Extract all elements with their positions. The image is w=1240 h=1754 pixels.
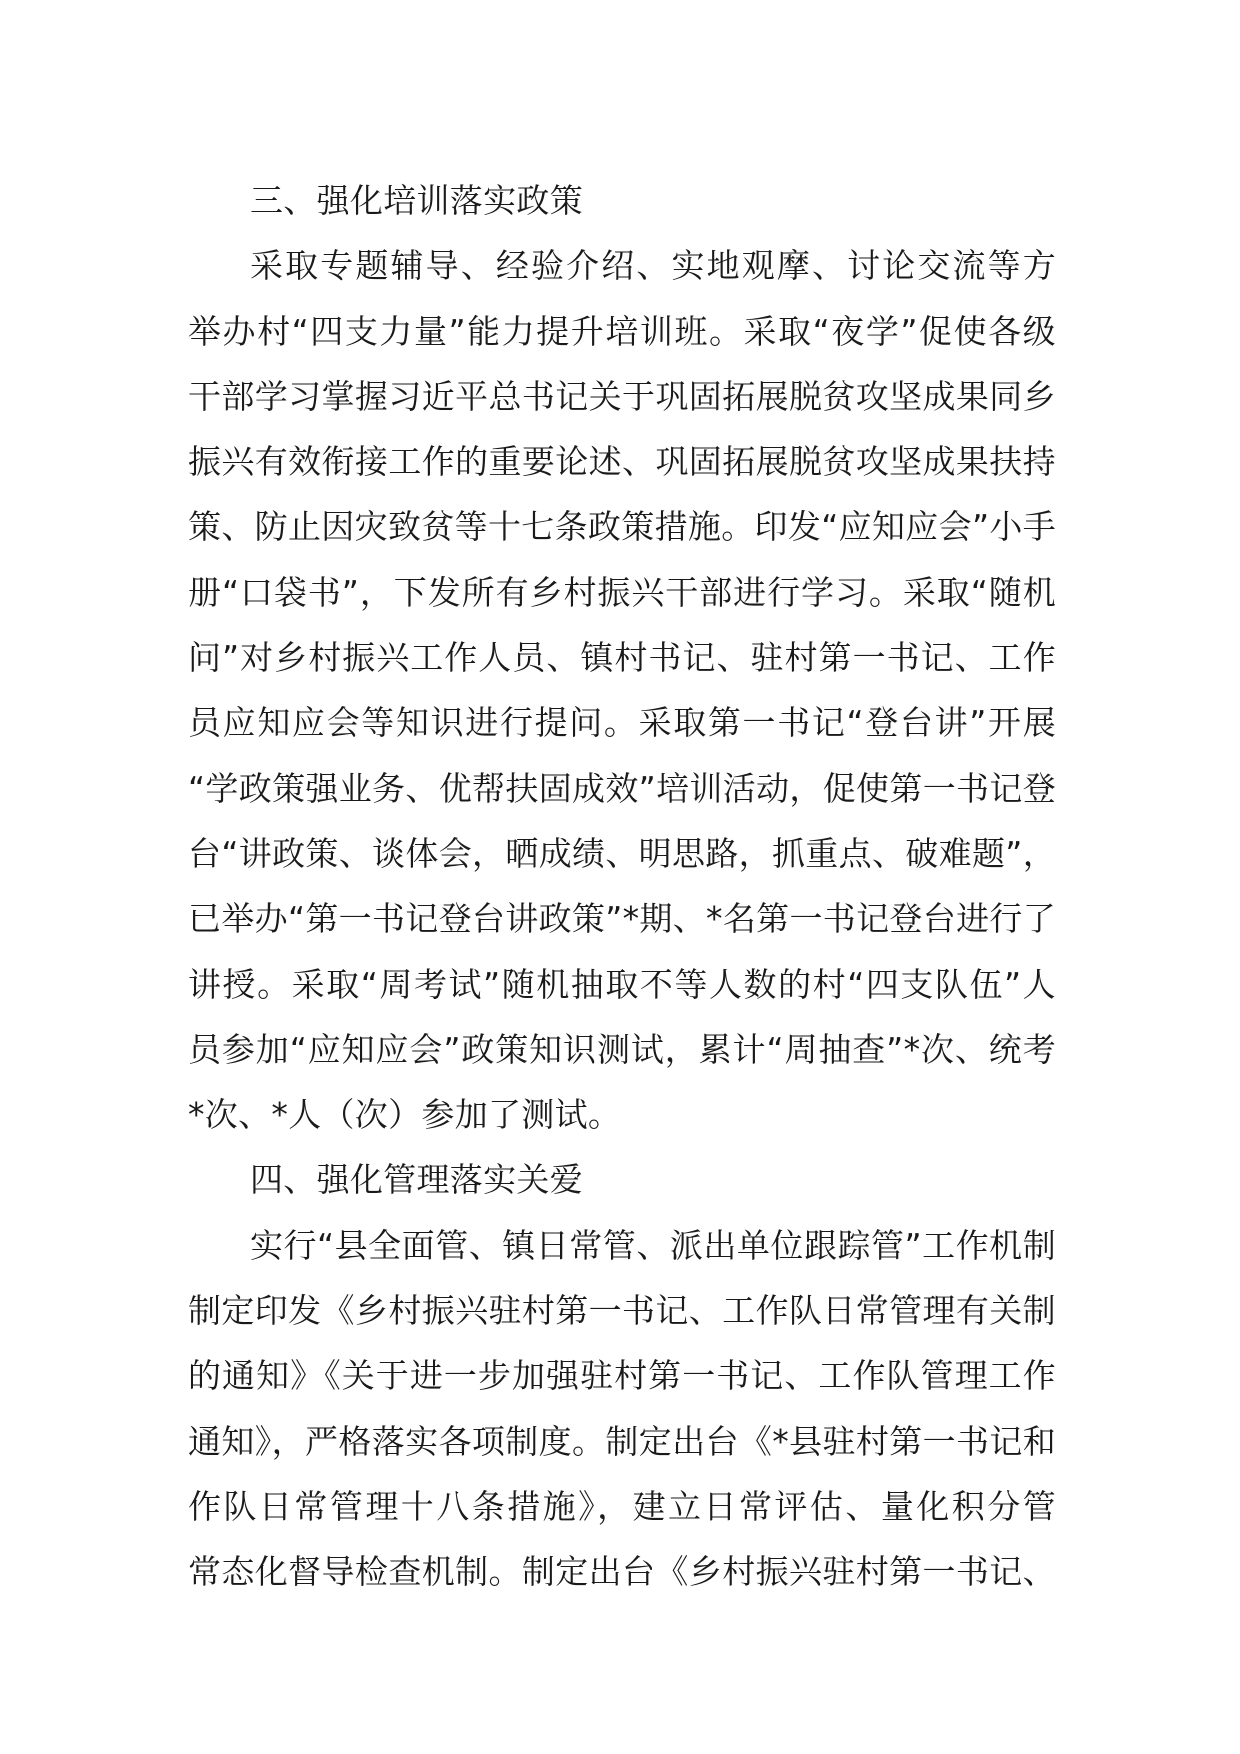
paragraph-line: “学政策强业务、优帮扶固成效”培训活动，促使第一书记登 [188, 768, 1056, 808]
paragraph-line: 实行“县全面管、镇日常管、派出单位跟踪管”工作机制 [250, 1225, 1056, 1265]
paragraph-line: 制定印发《乡村振兴驻村第一书记、工作队日常管理有关制 [188, 1291, 1056, 1331]
paragraph-line: 已举办“第一书记登台讲政策”*期、*名第一书记登台进行了 [188, 899, 1056, 939]
paragraph-line: 振兴有效衔接工作的重要论述、巩固拓展脱贫攻坚成果扶持 [188, 442, 1056, 482]
paragraph-line: 干部学习掌握习近平总书记关于巩固拓展脱贫攻坚成果同乡 [188, 376, 1056, 416]
paragraph-line: 采取专题辅导、经验介绍、实地观摩、讨论交流等方 [250, 246, 1056, 286]
paragraph-line: 的通知》《关于进一步加强驻村第一书记、工作队管理工作 [188, 1356, 1056, 1396]
paragraph-line: 讲授。采取“周考试”随机抽取不等人数的村“四支队伍”人 [188, 964, 1056, 1004]
section-heading-3: 三、强化培训落实政策 [250, 181, 583, 220]
paragraph-line: 问”对乡村振兴工作人员、镇村书记、驻村第一书记、工作 [188, 638, 1056, 678]
paragraph-line: 台“讲政策、谈体会，晒成绩、明思路，抓重点、破难题”， [188, 833, 1056, 873]
paragraph-line: 员参加“应知应会”政策知识测试，累计“周抽查”*次、统考 [188, 1029, 1056, 1069]
paragraph-line: 通知》，严格落实各项制度。制定出台《*县驻村第一书记和 [188, 1421, 1056, 1461]
paragraph-line: 员应知应会等知识进行提问。采取第一书记“登台讲”开展 [188, 703, 1056, 743]
paragraph-line: 册“口袋书”，下发所有乡村振兴干部进行学习。采取“随机 [188, 572, 1056, 612]
document-page [188, 168, 1056, 1605]
paragraph-line: 作队日常管理十八条措施》，建立日常评估、量化积分管 [188, 1486, 1056, 1526]
paragraph-line: 策、防止因灾致贫等十七条政策措施。印发“应知应会”小手 [188, 507, 1056, 547]
paragraph-line: 举办村“四支力量”能力提升培训班。采取“夜学”促使各级 [188, 311, 1056, 351]
paragraph-line: 常态化督导检查机制。制定出台《乡村振兴驻村第一书记、 [188, 1552, 1056, 1592]
section-heading-4: 四、强化管理落实关爱 [250, 1160, 583, 1200]
paragraph-line-last: *次、*人（次）参加了测试。 [188, 1095, 622, 1135]
